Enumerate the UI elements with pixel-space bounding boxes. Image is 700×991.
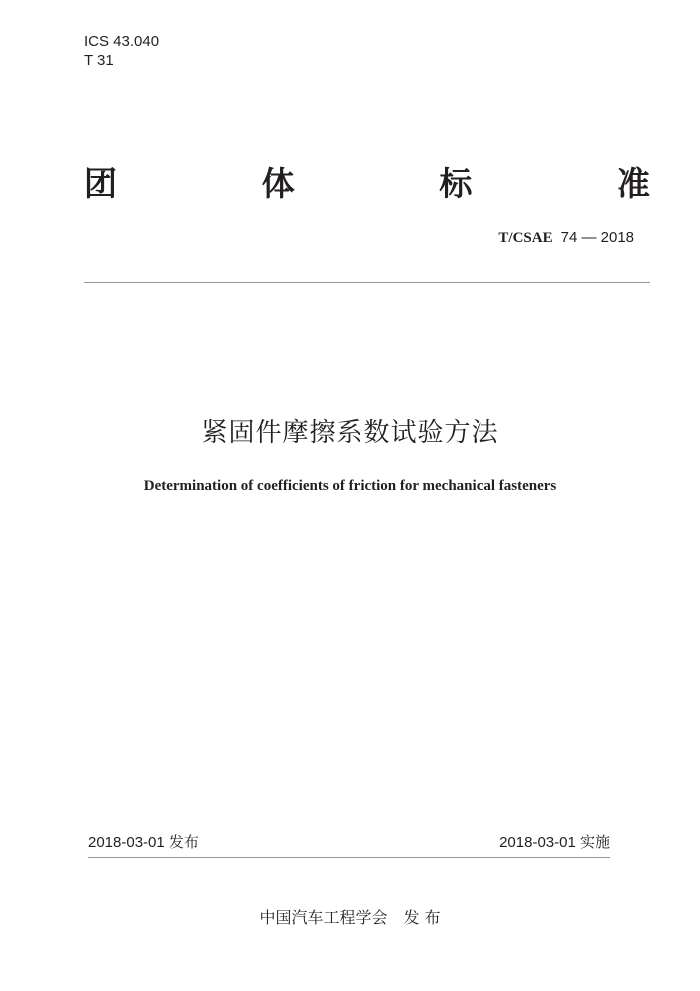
standard-type-heading bbox=[84, 160, 650, 208]
document-title-english: Determination of coefficients of friction for mechanical fasteners bbox=[143, 478, 557, 494]
standard-number-prefix: T/CSAE bbox=[498, 230, 553, 246]
standard-number bbox=[498, 228, 634, 248]
publisher-name: 中国汽车工程学会 bbox=[259, 908, 388, 927]
ics-code: ICS 43.040 bbox=[84, 33, 160, 50]
standard-type-char: 体 bbox=[261, 164, 295, 203]
standard-type-char: 标 bbox=[439, 164, 473, 203]
publisher-action: 发 布 bbox=[403, 908, 441, 927]
ccs-code: T 31 bbox=[84, 52, 114, 69]
implementation-date: 2018-03-01 实施 bbox=[499, 834, 610, 851]
standard-type-char: 准 bbox=[616, 164, 650, 203]
header-divider bbox=[84, 282, 650, 283]
standard-number-value: 74 — 2018 bbox=[560, 229, 634, 246]
issue-date: 2018-03-01 发布 bbox=[88, 834, 199, 851]
footer-divider bbox=[88, 857, 610, 858]
publisher-line bbox=[0, 906, 700, 930]
standard-type-char: 团 bbox=[84, 164, 117, 203]
document-title-chinese: 紧固件摩擦系数试验方法 bbox=[201, 418, 499, 448]
